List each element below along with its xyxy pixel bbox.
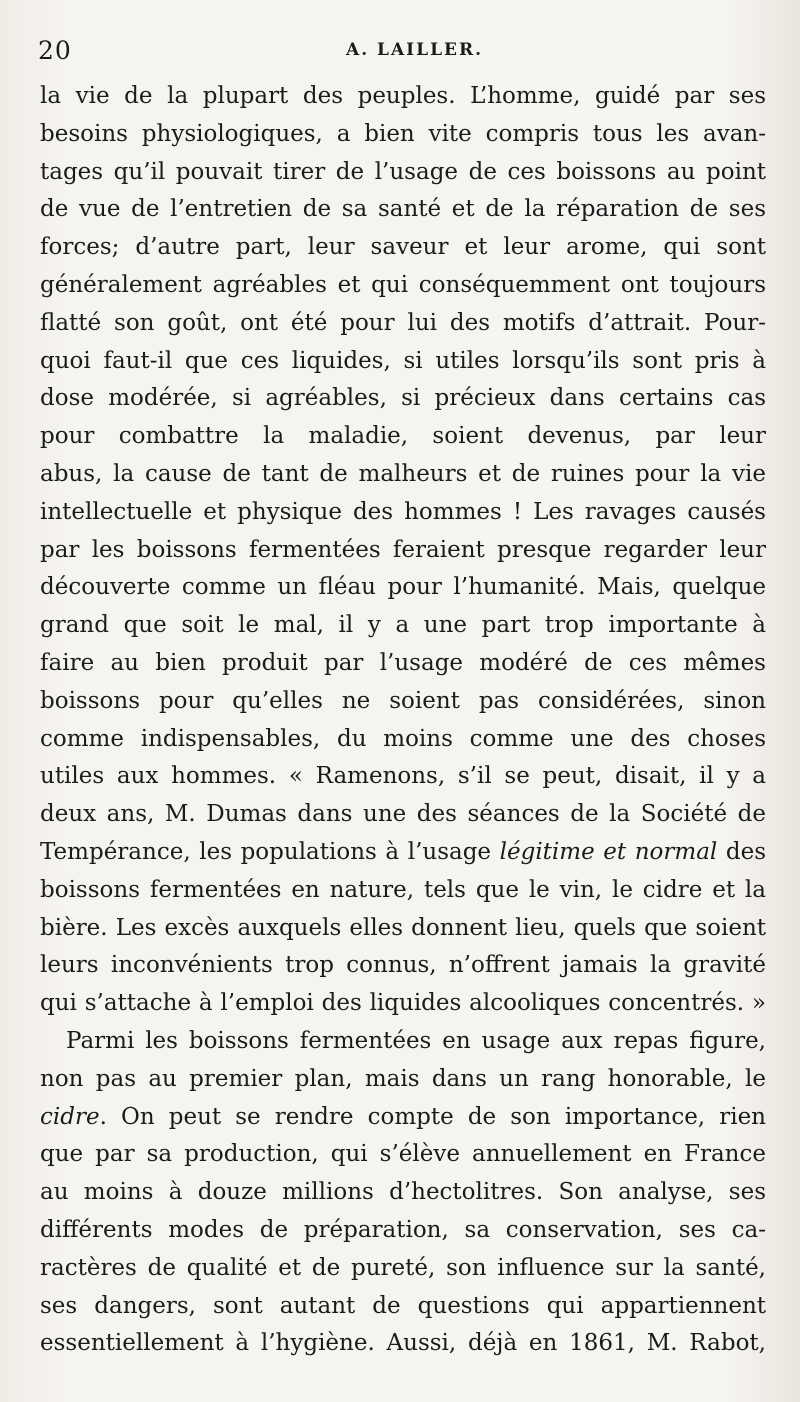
text-line: différents modes de préparation, sa conservation, ses ca- xyxy=(40,1216,766,1243)
text-line: ractères de qualité et de pureté, son influence sur la santé, xyxy=(40,1254,766,1281)
text-line: quoi faut-il que ces liquides, si utiles lorsqu’ils sont pris à xyxy=(40,347,766,374)
text-line: non pas au premier plan, mais dans un rang honorable, le xyxy=(40,1065,766,1092)
text-line: dose modérée, si agréables, si précieux dans certains cas xyxy=(40,385,766,412)
text-line: par les boissons fermentées feraient presque regarder leur xyxy=(40,536,766,563)
text-line: que par sa production, qui s’élève annuellement en France xyxy=(40,1141,766,1168)
body-text xyxy=(40,78,766,1363)
text-line: flatté son goût, ont été pour lui des motifs d’attrait. Pour- xyxy=(40,309,766,336)
running-head: A. LAILLER. xyxy=(346,40,484,60)
text-segment: Tempérance, les populations à l’usage xyxy=(40,838,500,865)
text-line: ses dangers, sont autant de questions qui appartiennent xyxy=(40,1292,766,1319)
text-line: Parmi les boissons fermentées en usage aux repas figure, xyxy=(66,1027,766,1054)
text-line: forces; d’autre part, leur saveur et leur arome, qui sont xyxy=(40,234,766,261)
text-line: qui s’attache à l’emploi des liquides alcooliques concentrés. » xyxy=(40,990,766,1017)
italic-text: cidre xyxy=(40,1103,100,1130)
text-line xyxy=(40,834,766,872)
text-line: comme indispensables, du moins comme une des choses xyxy=(40,725,766,752)
text-line: au moins à douze millions d’hectolitres. Son analyse, ses xyxy=(40,1179,766,1206)
text-line: leurs inconvénients trop connus, n’offrent jamais la gravité xyxy=(40,952,766,979)
text-line: grand que soit le mal, il y a une part trop importante à xyxy=(40,612,766,639)
text-line: généralement agréables et qui conséquemment ont toujours xyxy=(40,271,766,298)
text-line: abus, la cause de tant de malheurs et de ruines pour la vie xyxy=(40,460,766,487)
text-line: deux ans, M. Dumas dans une des séances de la Société de xyxy=(40,801,766,828)
text-line: pour combattre la maladie, soient devenus, par leur xyxy=(40,423,766,450)
text-line: bière. Les excès auxquels elles donnent lieu, quels que soient xyxy=(40,914,766,941)
text-line: boissons pour qu’elles ne soient pas considérées, sinon xyxy=(40,687,766,714)
italic-text: légitime et normal xyxy=(499,838,718,865)
text-line: essentiellement à l’hygiène. Aussi, déjà en 1861, M. Rabot, xyxy=(40,1330,766,1357)
page-header xyxy=(38,36,762,70)
text-segment: . On peut se rendre compte de son importance, rien xyxy=(99,1103,766,1130)
text-segment: des xyxy=(717,838,766,865)
page-number: 20 xyxy=(38,36,72,65)
text-line: faire au bien produit par l’usage modéré de ces mêmes xyxy=(40,649,766,676)
text-line: besoins physiologiques, a bien vite compris tous les avan- xyxy=(40,120,766,147)
text-line: tages qu’il pouvait tirer de l’usage de ces boissons au point xyxy=(40,158,766,185)
text-line: utiles aux hommes. « Ramenons, s’il se peut, disait, il y a xyxy=(40,763,766,790)
text-line: intellectuelle et physique des hommes ! Les ravages causés xyxy=(40,498,766,525)
text-line: découverte comme un fléau pour l’humanité. Mais, quelque xyxy=(40,574,766,601)
text-line: boissons fermentées en nature, tels que le vin, le cidre et la xyxy=(40,876,766,903)
text-line xyxy=(40,1099,766,1137)
text-line: la vie de la plupart des peuples. L’homme, guidé par ses xyxy=(40,83,766,109)
text-line: de vue de l’entretien de sa santé et de la réparation de ses xyxy=(40,196,766,223)
